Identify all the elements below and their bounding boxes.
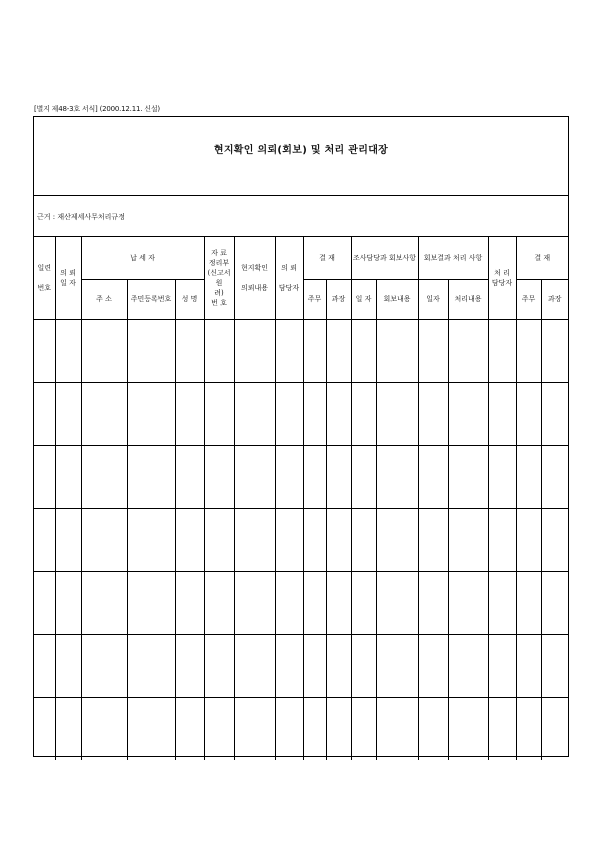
table-cell[interactable] [175,445,204,508]
table-cell[interactable] [448,445,488,508]
table-row [34,634,568,697]
table-cell[interactable] [275,697,303,760]
table-cell[interactable] [516,508,541,571]
table-cell[interactable] [303,382,326,445]
title-area [34,117,568,196]
table-cell[interactable] [351,571,376,634]
table-cell[interactable] [516,697,541,760]
table-cell[interactable] [127,382,175,445]
table-cell[interactable] [175,697,204,760]
header-investigator: 조사담당과 회보사항 [351,237,418,279]
table-cell[interactable] [488,382,516,445]
table-cell[interactable] [275,508,303,571]
table-row [34,508,568,571]
table-cell[interactable] [34,571,55,634]
table-cell[interactable] [303,634,326,697]
table-cell[interactable] [516,382,541,445]
header-approval-1-manager: 과장 [326,279,351,319]
table-cell[interactable] [516,634,541,697]
table-cell[interactable] [351,382,376,445]
table-cell[interactable] [275,382,303,445]
header-reply-result: 회보결과 처리 사항 [418,237,488,279]
table-cell[interactable] [351,508,376,571]
table-cell[interactable] [516,445,541,508]
table-cell[interactable] [351,634,376,697]
table-cell[interactable] [234,319,275,382]
header-name: 성 명 [175,279,204,319]
table-cell[interactable] [234,445,275,508]
header-requester: 의 뢰 담당자 [275,237,303,319]
table-cell[interactable] [326,445,351,508]
table-row [34,571,568,634]
table-cell[interactable] [81,319,127,382]
table-cell[interactable] [55,508,81,571]
table-cell[interactable] [418,634,448,697]
table-cell[interactable] [81,697,127,760]
table-row [34,319,568,382]
table-cell[interactable] [275,319,303,382]
table-cell[interactable] [326,697,351,760]
table-cell[interactable] [326,571,351,634]
table-cell[interactable] [351,319,376,382]
table-cell[interactable] [376,319,418,382]
table-cell[interactable] [204,571,234,634]
table-cell[interactable] [55,445,81,508]
table-cell[interactable] [376,508,418,571]
table-cell[interactable] [175,382,204,445]
header-approval-1: 결 재 [303,237,351,279]
basis-text: 근거 : 재산제세사무처리규정 [37,213,125,221]
table-cell[interactable] [234,382,275,445]
table-cell[interactable] [275,634,303,697]
header-data-no: 자 료 정리부 (신고서원 려) 번 호 [204,237,234,319]
table-cell[interactable] [326,508,351,571]
table-cell[interactable] [376,571,418,634]
table-row [34,697,568,760]
header-approval-1-chief: 주무 [303,279,326,319]
table-cell[interactable] [34,697,55,760]
table-cell[interactable] [351,445,376,508]
header-approval-2-chief: 주무 [516,279,541,319]
table-cell[interactable] [204,445,234,508]
table-cell[interactable] [127,571,175,634]
table-row [34,382,568,445]
table-cell[interactable] [127,445,175,508]
table-cell[interactable] [275,571,303,634]
header-processor: 처 리 담당자 [488,237,516,319]
table-cell[interactable] [326,382,351,445]
table-cell[interactable] [127,508,175,571]
header-reply-content: 처리내용 [448,279,488,319]
table-cell[interactable] [275,445,303,508]
table-cell[interactable] [175,571,204,634]
table-cell[interactable] [55,319,81,382]
table-cell[interactable] [55,697,81,760]
table-cell[interactable] [351,697,376,760]
header-site-check-request: 현지확인 의뢰내용 [234,237,275,319]
table-cell[interactable] [516,319,541,382]
table-cell[interactable] [34,319,55,382]
header-address: 주 소 [81,279,127,319]
table-cell[interactable] [448,382,488,445]
header-investigator-date: 일 자 [351,279,376,319]
table-cell[interactable] [34,382,55,445]
table-cell[interactable] [81,382,127,445]
table-cell[interactable] [204,508,234,571]
table-cell[interactable] [376,634,418,697]
table-cell[interactable] [418,508,448,571]
table-cell[interactable] [81,634,127,697]
header-row-1 [34,237,568,279]
table-cell[interactable] [34,508,55,571]
table-cell[interactable] [204,382,234,445]
table-cell[interactable] [488,571,516,634]
table-cell[interactable] [234,634,275,697]
table-cell[interactable] [303,445,326,508]
header-request-date: 의 뢰 일 자 [55,237,81,319]
table-cell[interactable] [541,445,568,508]
table-cell[interactable] [541,382,568,445]
table-cell[interactable] [303,508,326,571]
table-cell[interactable] [175,508,204,571]
table-cell[interactable] [448,571,488,634]
table-cell[interactable] [234,508,275,571]
header-resident-no: 주민등록번호 [127,279,175,319]
table-cell[interactable] [376,697,418,760]
header-approval-2: 결 재 [516,237,568,279]
table-cell[interactable] [541,697,568,760]
table-cell[interactable] [541,571,568,634]
table-cell[interactable] [303,571,326,634]
table-cell[interactable] [541,634,568,697]
table-cell[interactable] [303,697,326,760]
table-cell[interactable] [488,319,516,382]
table-cell[interactable] [204,697,234,760]
table-cell[interactable] [55,382,81,445]
page-title: 현지확인 의뢰(회보) 및 처리 관리대장 [213,145,389,156]
form-caption: [별지 제48-3호 서식] (2000.12.11. 신설) [34,105,160,113]
table-cell[interactable] [448,697,488,760]
table-cell[interactable] [326,634,351,697]
table-cell[interactable] [516,571,541,634]
table-cell[interactable] [488,508,516,571]
header-reply-date: 일자 [418,279,448,319]
header-taxpayer: 납 세 자 [81,237,204,279]
table-cell[interactable] [488,445,516,508]
table-cell[interactable] [418,697,448,760]
table-cell[interactable] [204,319,234,382]
header-investigator-content: 회보내용 [376,279,418,319]
table-cell[interactable] [326,319,351,382]
table-cell[interactable] [204,634,234,697]
table-cell[interactable] [541,508,568,571]
table-cell[interactable] [34,634,55,697]
header-approval-2-manager: 과장 [541,279,568,319]
register-form [33,116,569,757]
table-cell[interactable] [448,508,488,571]
table-cell[interactable] [127,697,175,760]
table-cell[interactable] [541,319,568,382]
table-cell[interactable] [81,508,127,571]
table-cell[interactable] [376,382,418,445]
table-cell[interactable] [418,382,448,445]
table-cell[interactable] [376,445,418,508]
table-cell[interactable] [55,634,81,697]
table-cell[interactable] [127,319,175,382]
table-cell[interactable] [234,697,275,760]
table-cell[interactable] [175,634,204,697]
table-cell[interactable] [234,571,275,634]
table-cell[interactable] [418,445,448,508]
table-cell[interactable] [488,634,516,697]
register-table [34,237,568,760]
table-cell[interactable] [175,319,204,382]
table-cell[interactable] [127,634,175,697]
table-cell[interactable] [418,571,448,634]
table-cell[interactable] [81,571,127,634]
table-row [34,445,568,508]
table-cell[interactable] [303,319,326,382]
table-cell[interactable] [418,319,448,382]
table-cell[interactable] [488,697,516,760]
table-cell[interactable] [34,445,55,508]
table-cell[interactable] [448,634,488,697]
table-cell[interactable] [81,445,127,508]
table-cell[interactable] [448,319,488,382]
header-serial: 일련 번호 [34,237,55,319]
table-cell[interactable] [55,571,81,634]
basis-area [34,196,568,237]
